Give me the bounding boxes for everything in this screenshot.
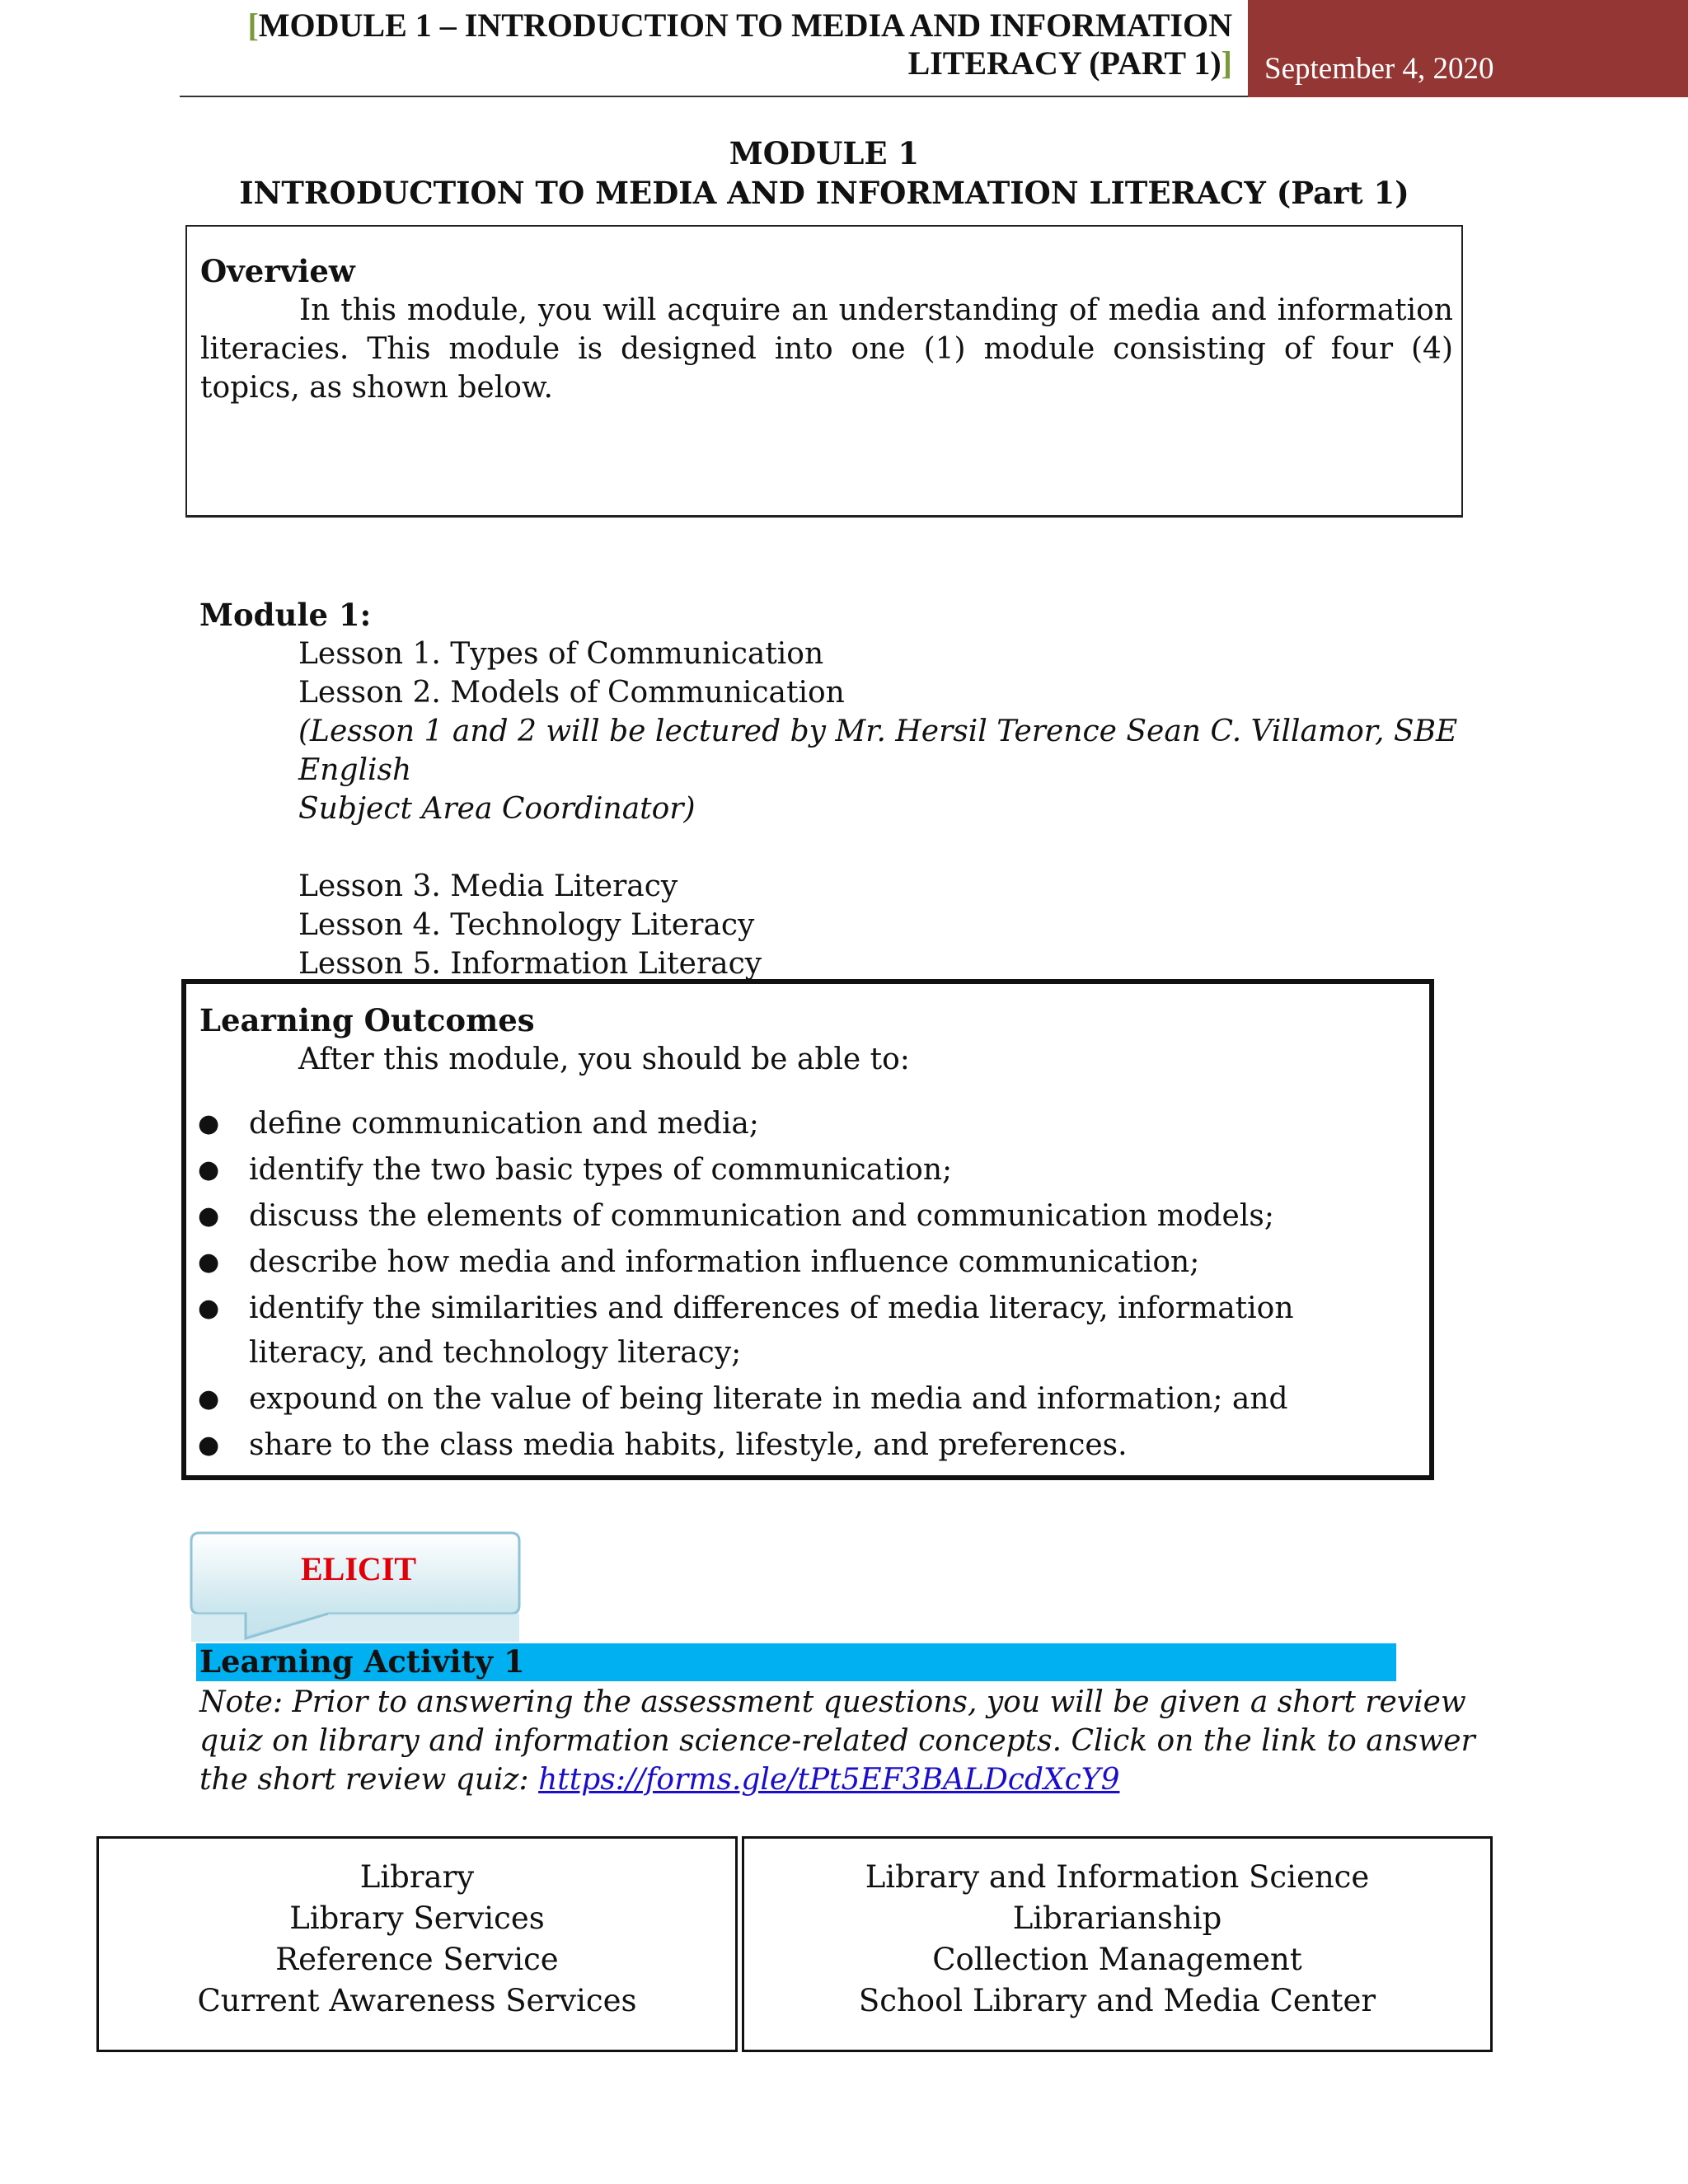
activity-title: Learning Activity 1 [199,1643,525,1680]
list-item: ● describe how media and information influence communication; [193,1240,1421,1285]
page-title-line2: INTRODUCTION TO MEDIA AND INFORMATION LITERACY (Part 1) [239,175,1409,211]
list-item: ● identify the similarities and differences of media literacy, information literacy, and technology literacy; [193,1286,1421,1376]
header-bracket-close: ] [1221,45,1232,82]
header-date: September 4, 2020 [1248,0,1688,97]
lesson-4: Lesson 4. Technology Literacy [298,908,755,942]
bullet-icon: ● [198,1385,220,1413]
activity-note [199,1683,1502,1799]
module-lesson-list [199,595,1485,983]
concept-item: Current Awareness Services [197,1983,637,2018]
learning-outcomes-box [181,979,1434,1480]
header-title-line2 [173,45,1232,82]
header-divider [180,96,1248,97]
list-item: ● share to the class media habits, lifestyle, and preferences. [193,1423,1421,1468]
bullet-icon: ● [198,1109,220,1138]
concept-item: Library Services [289,1900,545,1936]
header-bracket-open: [ [247,7,259,44]
bullet-icon: ● [198,1202,220,1230]
page-title-line1: MODULE 1 [729,135,920,171]
list-item: ● identify the two basic types of communication; [193,1148,1421,1193]
outcomes-list [193,1102,1421,1468]
outcomes-intro: After this module, you should be able to: [298,1043,910,1076]
list-item: ● discuss the elements of communication and communication models; [193,1194,1421,1239]
list-item: ● expound on the value of being literate in media and information; and [193,1377,1421,1422]
bullet-icon: ● [198,1294,220,1323]
concept-item: Library and Information Science [865,1859,1370,1895]
lesson-5: Lesson 5. Information Literacy [298,947,762,981]
bullet-icon: ● [198,1248,220,1277]
module-list-heading: Module 1: [199,597,372,633]
list-item: ● define communication and media; [193,1102,1421,1146]
header-title-line2-text: LITERACY (PART 1) [907,45,1221,82]
header-title-line1 [173,7,1232,45]
overview-heading: Overview [200,253,355,289]
outcomes-heading: Learning Outcomes [199,1002,535,1038]
concept-item: School Library and Media Center [858,1983,1376,2018]
lesson-1: Lesson 1. Types of Communication [298,637,824,671]
overview-text: In this module, you will acquire an understanding of media and information literacies. This module is designed into one (1) module consisting of four (4) topics, as shown below. [200,293,1453,405]
header-title-line1-text: MODULE 1 – INTRODUCTION TO MEDIA AND INFORMATION [258,7,1232,44]
concept-item: Reference Service [275,1942,559,1977]
lesson-3: Lesson 3. Media Literacy [298,869,678,903]
concept-item: Collection Management [932,1942,1302,1977]
concept-item: Librarianship [1012,1900,1222,1936]
elicit-label: ELICIT [301,1550,417,1587]
page-title [0,134,1648,213]
concepts-left-cell [96,1836,738,2052]
lesson-note-line2: Subject Area Coordinator) [298,792,696,826]
header-title [173,7,1232,82]
activity-note-text: Note: Prior to answering the assessment questions, you will be given a short review quiz on library and information science-related concepts. Click on the link to answer the short review quiz: [199,1685,1475,1797]
bullet-icon: ● [198,1431,220,1460]
lesson-note-line1: (Lesson 1 and 2 will be lectured by Mr. Hersil Terence Sean C. Villamor, SBE English [298,715,1458,787]
bullet-icon: ● [198,1155,220,1184]
concept-item: Library [359,1859,475,1895]
overview-box [185,225,1463,518]
concepts-right-cell [742,1836,1493,2052]
quiz-link[interactable]: https://forms.gle/tPt5EF3BALDcdXcY9 [538,1763,1120,1797]
lesson-2: Lesson 2. Models of Communication [298,676,845,710]
